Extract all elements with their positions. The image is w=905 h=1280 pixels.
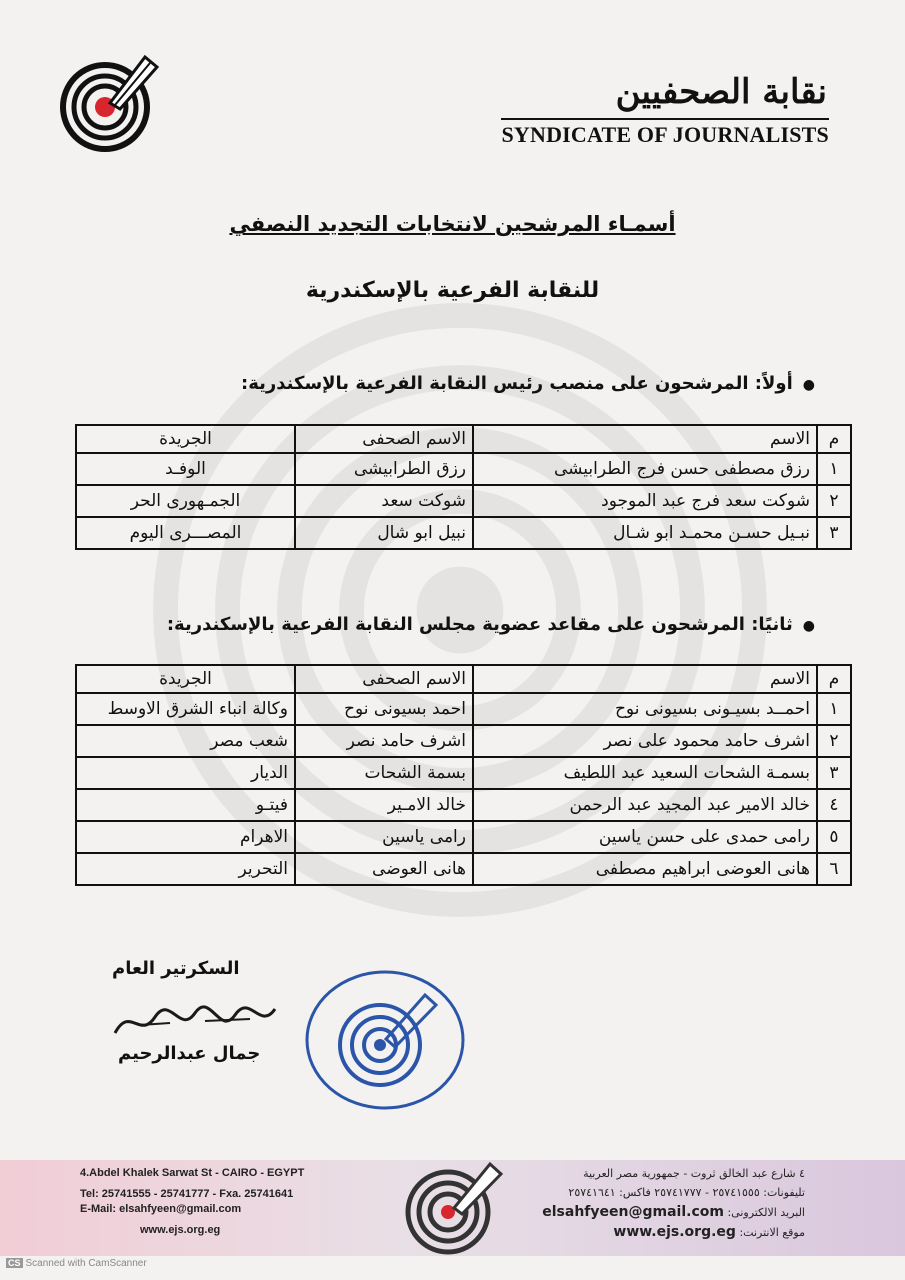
journalist-name: نبيل ابو شال: [295, 517, 473, 549]
row-number: ١: [817, 693, 851, 725]
journalist-name: رزق الطرابيشى: [295, 453, 473, 485]
row-number: ٣: [817, 757, 851, 789]
section1-heading: ●أولاً: المرشحون على منصب رئيس النقابة الفرعية بالإسكندرية:: [241, 373, 815, 394]
footer-address-ar: ٤ شارع عبد الخالق ثروت - جمهورية مصر العربية: [583, 1167, 805, 1180]
col-header-newspaper: الجريدة: [76, 665, 295, 693]
candidate-name: رزق مصطفى حسن فرج الطرابيشى: [473, 453, 817, 485]
newspaper: وكالة انباء الشرق الاوسط: [76, 693, 295, 725]
footer-website-en[interactable]: www.ejs.org.eg: [140, 1224, 221, 1236]
table-row: [76, 453, 851, 485]
newspaper: الديار: [76, 757, 295, 789]
table-header-row: [76, 665, 851, 693]
table-row: [76, 757, 851, 789]
col-header-journalist-name: الاسم الصحفى: [295, 665, 473, 693]
bullet-icon: ●: [802, 377, 815, 393]
row-number: ٤: [817, 789, 851, 821]
candidate-name: اشرف حامد محمود على نصر: [473, 725, 817, 757]
candidate-name: شوكت سعد فرج عبد الموجود: [473, 485, 817, 517]
journalist-name: بسمة الشحات: [295, 757, 473, 789]
row-number: ٦: [817, 853, 851, 885]
bullet-icon: ●: [802, 618, 815, 634]
footer-logo-icon: [398, 1150, 508, 1260]
journalist-name: شوكت سعد: [295, 485, 473, 517]
row-number: ٥: [817, 821, 851, 853]
footer-website-link[interactable]: www.ejs.org.eg: [613, 1224, 736, 1240]
candidate-name: بسمـة الشحات السعيد عبد اللطيف: [473, 757, 817, 789]
table-row: [76, 789, 851, 821]
footer-email-link[interactable]: elsahfyeen@gmail.com: [542, 1204, 724, 1220]
newspaper: فيتـو: [76, 789, 295, 821]
table-row: [76, 853, 851, 885]
col-header-newspaper: الجريدة: [76, 425, 295, 453]
table-header-row: [76, 425, 851, 453]
journalist-name: رامى ياسين: [295, 821, 473, 853]
official-stamp-icon: [300, 965, 470, 1115]
org-name-ar: نقابة الصحفيين: [615, 72, 827, 112]
table-row: [76, 821, 851, 853]
col-header-name: الاسم: [473, 425, 817, 453]
council-candidates-table: [75, 664, 852, 886]
col-header-journalist-name: الاسم الصحفى: [295, 425, 473, 453]
signatory-name: جمال عبدالرحيم: [118, 1043, 261, 1064]
table-row: [76, 693, 851, 725]
journalist-name: هانى العوضى: [295, 853, 473, 885]
col-header-number: م: [817, 665, 851, 693]
newspaper: التحرير: [76, 853, 295, 885]
candidate-name: احمــد بسيـونى بسيونى نوح: [473, 693, 817, 725]
section2-heading: ●ثانيًا: المرشحون على مقاعد عضوية مجلس النقابة الفرعية بالإسكندرية:: [166, 614, 815, 635]
journalist-name: خالد الامـير: [295, 789, 473, 821]
candidate-name: رامى حمدى على حسن ياسين: [473, 821, 817, 853]
footer-phone-ar: تليفونات: ٢٥٧٤١٥٥٥ - ٢٥٧٤١٧٧٧ فاكس: ٢٥٧٤١٦٤١: [568, 1186, 805, 1199]
candidate-name: هانى العوضى ابراهيم مصطفى: [473, 853, 817, 885]
row-number: ٢: [817, 725, 851, 757]
org-name-en: SYNDICATE OF JOURNALISTS: [501, 118, 829, 148]
president-candidates-table: [75, 424, 852, 550]
journalist-name: اشرف حامد نصر: [295, 725, 473, 757]
col-header-number: م: [817, 425, 851, 453]
camscanner-badge: CS: [8, 1258, 21, 1268]
handwritten-signature-icon: [110, 995, 280, 1045]
candidate-name: خالد الامير عبد المجيد عبد الرحمن: [473, 789, 817, 821]
table-row: [76, 485, 851, 517]
footer-phone-en: Tel: 25741555 - 25741777 - Fxa. 25741641: [80, 1188, 294, 1200]
newspaper: الجمـهورى الحر: [76, 485, 295, 517]
journalist-name: احمد بسيونى نوح: [295, 693, 473, 725]
row-number: ٢: [817, 485, 851, 517]
camscanner-watermark: CS Scanned with CamScanner: [8, 1258, 147, 1269]
document-subtitle: للنقابة الفرعية بالإسكندرية: [305, 278, 600, 303]
col-header-name: الاسم: [473, 665, 817, 693]
newspaper: المصـــرى اليوم: [76, 517, 295, 549]
newspaper: شعب مصر: [76, 725, 295, 757]
syndicate-logo-icon: [60, 45, 160, 160]
footer-address-en: 4.Abdel Khalek Sarwat St - CAIRO - EGYPT: [80, 1167, 305, 1179]
newspaper: الاهرام: [76, 821, 295, 853]
row-number: ١: [817, 453, 851, 485]
newspaper: الوفـد: [76, 453, 295, 485]
table-row: [76, 725, 851, 757]
signatory-title: السكرتير العام: [112, 958, 240, 979]
footer-website-ar: موقع الانترنت: www.ejs.org.eg: [613, 1224, 805, 1240]
footer-email-en: E-Mail: elsahfyeen@gmail.com: [80, 1203, 242, 1215]
table-row: [76, 517, 851, 549]
candidate-name: نبـيل حسـن محمـد ابو شـال: [473, 517, 817, 549]
document-title: أسمـاء المرشحين لانتخابات التجديد النصفي: [229, 212, 676, 236]
footer-email-ar: البريد الالكترونى: elsahfyeen@gmail.com: [542, 1204, 805, 1220]
row-number: ٣: [817, 517, 851, 549]
